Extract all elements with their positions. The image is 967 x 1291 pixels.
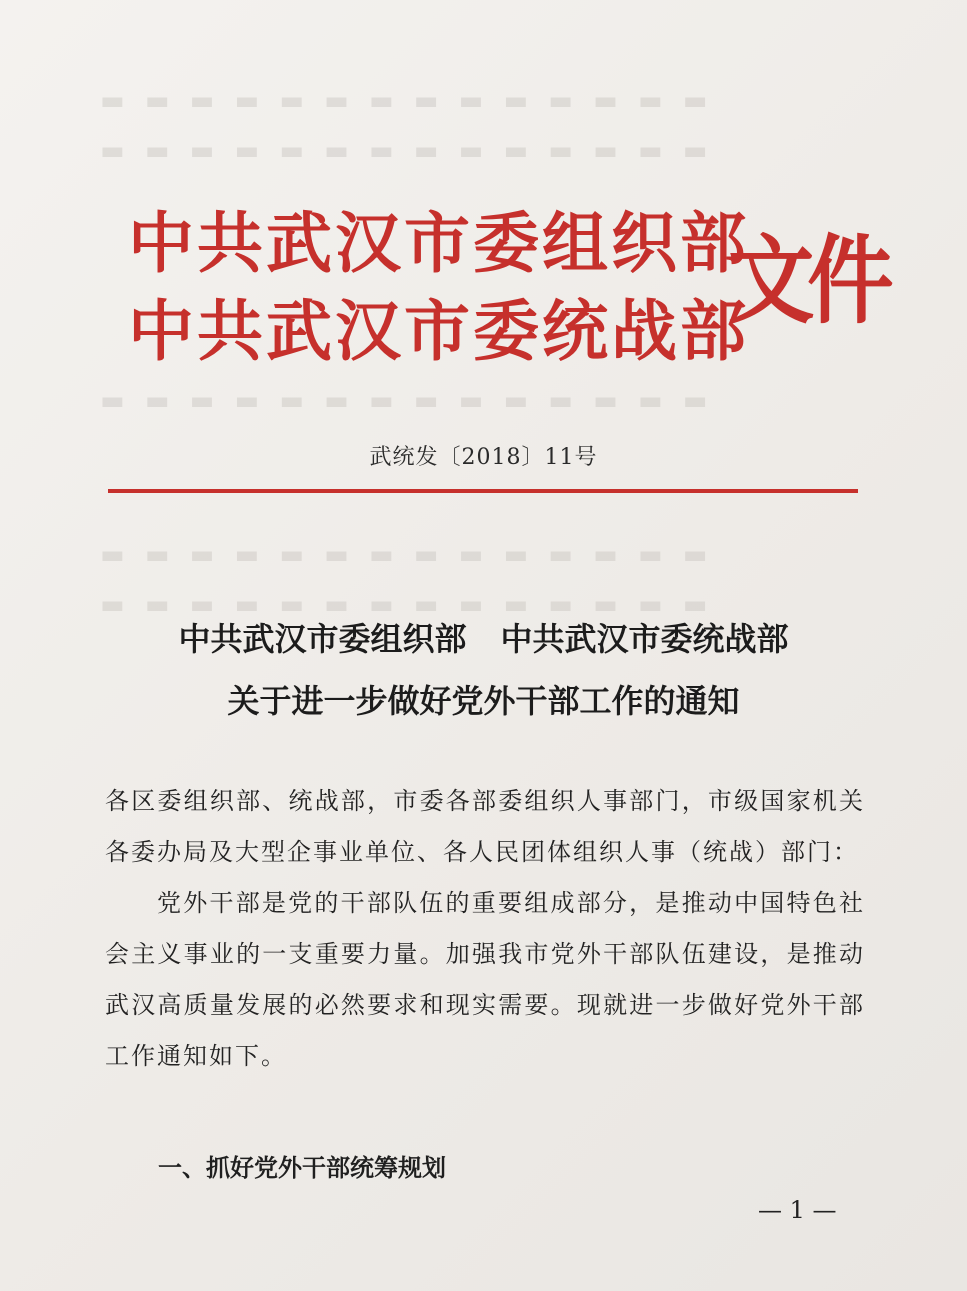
document-number: 武统发〔2018〕11号: [369, 445, 598, 470]
bleed-through-decoration: ▬ ▬ ▬ ▬ ▬ ▬ ▬ ▬ ▬ ▬ ▬ ▬ ▬ ▬: [100, 590, 714, 620]
masthead-org-line-2: 中共武汉市委统战部: [128, 293, 749, 370]
bleed-through-decoration: ▬ ▬ ▬ ▬ ▬ ▬ ▬ ▬ ▬ ▬ ▬ ▬ ▬ ▬: [100, 136, 714, 166]
addressee-paragraph: 各区委组织部、统战部，市委各部委组织人事部门，市级国家机关各委办局及大型企事业单位、各人民团体组织人事（统战）部门：: [105, 787, 865, 866]
section-heading: 一、抓好党外干部统筹规划: [158, 1154, 446, 1182]
title-org-1: 中共武汉市委组织部: [178, 620, 467, 658]
page-number: — 1 —: [758, 1196, 837, 1224]
title-org-2: 中共武汉市委统战部: [500, 620, 789, 658]
notice-body: [105, 776, 865, 1082]
masthead-document-word: 文件: [728, 225, 887, 337]
body-paragraph: 党外干部是党的干部队伍的重要组成部分，是推动中国特色社会主义事业的一支重要力量。加强我市党外干部队伍建设，是推动武汉高质量发展的必然要求和现实需要。现就进一步做好党外干部工作通知如下。: [105, 889, 865, 1070]
masthead-org-line-1: 中共武汉市委组织部: [128, 205, 749, 282]
notice-title-line-1: [0, 614, 967, 660]
bleed-through-decoration: ▬ ▬ ▬ ▬ ▬ ▬ ▬ ▬ ▬ ▬ ▬ ▬ ▬ ▬: [100, 386, 714, 416]
bleed-through-decoration: ▬ ▬ ▬ ▬ ▬ ▬ ▬ ▬ ▬ ▬ ▬ ▬ ▬ ▬: [100, 86, 714, 116]
document-masthead: [128, 200, 749, 376]
notice-title-line-2: 关于进一步做好党外干部工作的通知: [227, 682, 740, 720]
bleed-through-decoration: ▬ ▬ ▬ ▬ ▬ ▬ ▬ ▬ ▬ ▬ ▬ ▬ ▬ ▬: [100, 540, 714, 570]
red-divider-line: [108, 489, 858, 493]
